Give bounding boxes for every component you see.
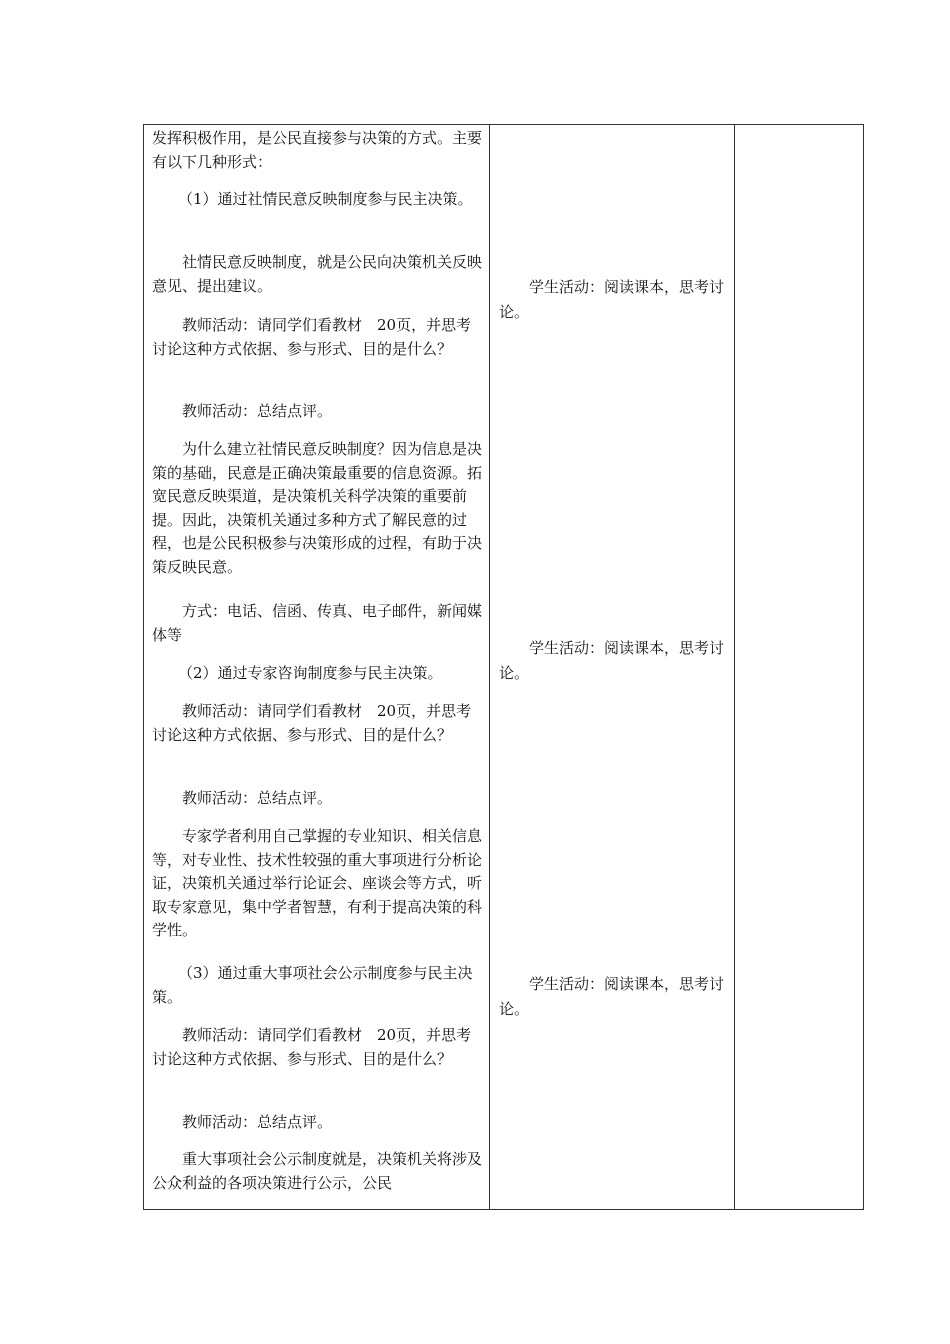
student-activity-3: 学生活动：阅读课本，思考讨论。 [499, 975, 725, 1018]
heading-method-1: （1）通过社情民意反映制度参与民主决策。 [178, 190, 473, 208]
notes-cell [735, 125, 864, 1210]
lesson-plan-table [143, 124, 864, 1210]
table-row [144, 125, 864, 1210]
student-activity-2: 学生活动：阅读课本，思考讨论。 [499, 639, 725, 682]
heading-method-2: （2）通过专家咨询制度参与民主决策。 [178, 664, 443, 682]
heading-method-3: （3）通过重大事项社会公示制度参与民主决策。 [152, 964, 473, 1006]
teacher-activity-summary: 教师活动：总结点评。 [182, 402, 333, 420]
paragraph-method-3-explanation: 重大事项社会公示制度就是，决策机关将涉及公众利益的各项决策进行公示，公民 [152, 1150, 483, 1192]
student-activity-1: 学生活动：阅读课本，思考讨论。 [499, 278, 725, 321]
teacher-activity-read: 教师活动：请同学们看教材 20页，并思考讨论这种方式依据、参与形式、目的是什么？ [152, 702, 472, 744]
teacher-activity-read: 教师活动：请同学们看教材 20页，并思考讨论这种方式依据、参与形式、目的是什么？ [152, 316, 472, 358]
teacher-content-cell [144, 125, 490, 1210]
paragraph-method-1-definition: 社情民意反映制度，就是公民向决策机关反映意见、提出建议。 [152, 253, 483, 295]
student-activity-cell [490, 125, 735, 1210]
teacher-activity-summary: 教师活动：总结点评。 [182, 1113, 333, 1131]
teacher-activity-summary: 教师活动：总结点评。 [182, 789, 333, 807]
paragraph-method-1-explanation: 为什么建立社情民意反映制度？因为信息是决策的基础，民意是正确决策最重要的信息资源。拓宽民意反映渠道，是决策机关科学决策的重要前提。因此，决策机关通过多种方式了解民意的过程，也是公民积极参与决策形成的过程，有助于决策反映民意。 [152, 440, 483, 576]
teacher-activity-read: 教师活动：请同学们看教材 20页，并思考讨论这种方式依据、参与形式、目的是什么？ [152, 1026, 472, 1068]
paragraph-method-1-channels: 方式：电话、信函、传真、电子邮件，新闻媒体等 [152, 602, 483, 644]
paragraph-method-2-explanation: 专家学者利用自己掌握的专业知识、相关信息等，对专业性、技术性较强的重大事项进行分析论证，决策机关通过举行论证会、座谈会等方式，听取专家意见，集中学者智慧，有利于提高决策的科学性。 [152, 827, 483, 939]
paragraph-intro: 发挥积极作用，是公民直接参与决策的方式。主要有以下几种形式： [152, 129, 483, 171]
